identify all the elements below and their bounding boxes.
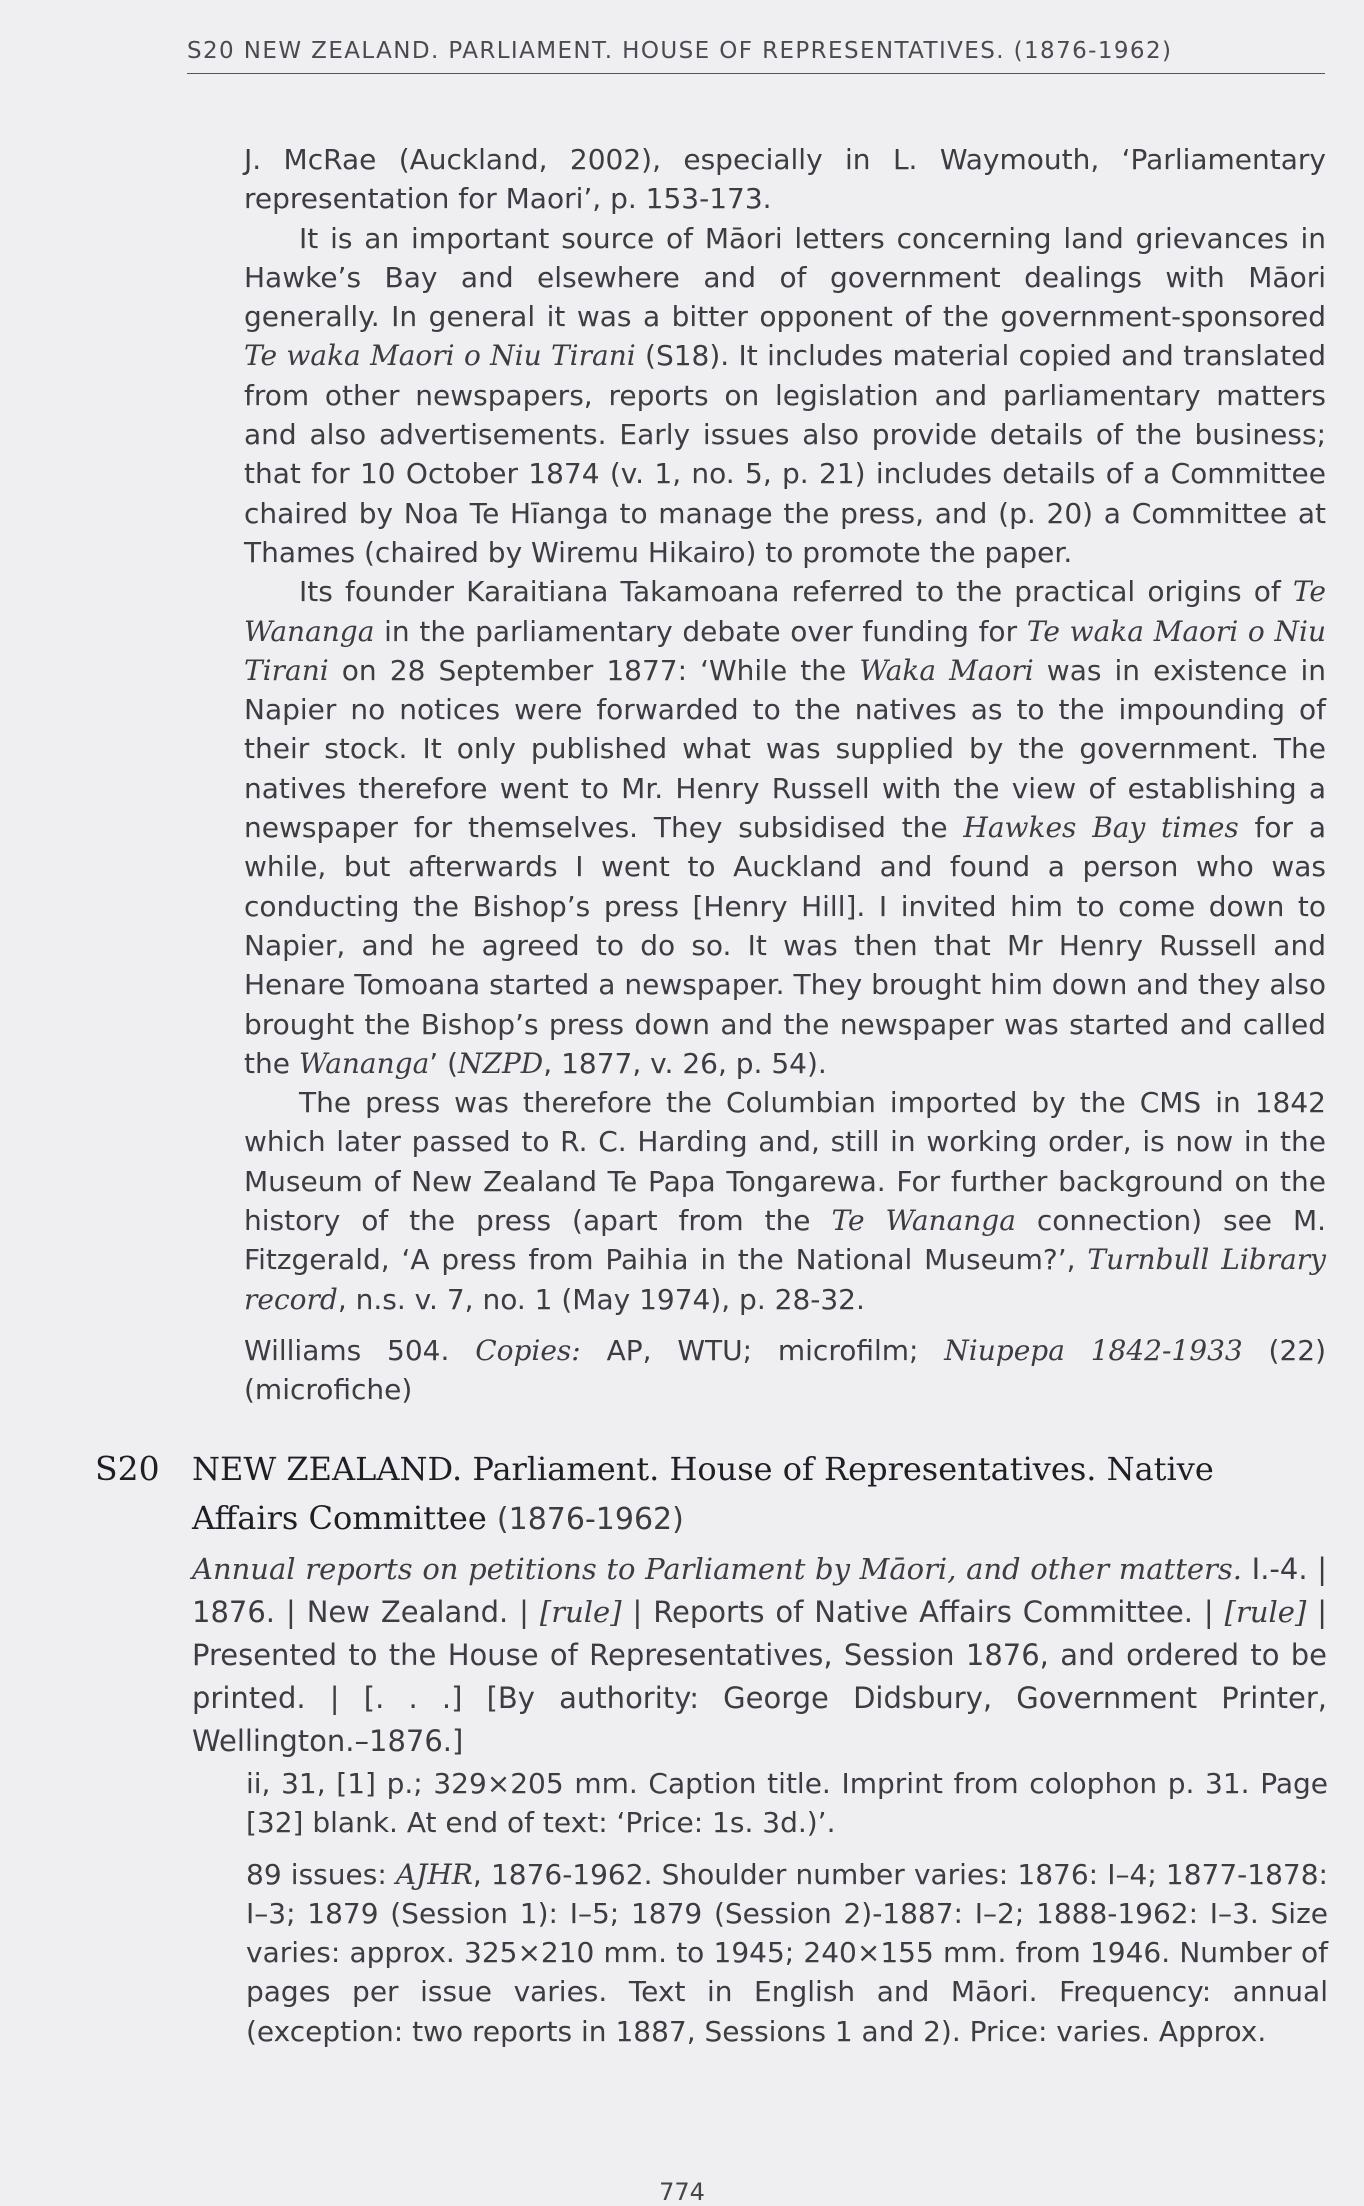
italic-title: Te Wananga	[831, 1204, 1016, 1238]
text: | Presented to the House of Representatives, Session 1876, and ordered to be printed. | [. . .] [By authority: George Didsbury, Government Printer, Wellington.–1876.]	[192, 1595, 1327, 1758]
text: , n.s. v. 7, no. 1 (May 1974), p. 28-32.	[337, 1282, 865, 1316]
italic-title: Wananga	[298, 1046, 430, 1080]
italic-title: Annual reports on petitions to Parliament by Māori, and other matters.	[192, 1552, 1242, 1586]
text: Williams 504.	[244, 1333, 476, 1367]
text: AP, WTU; microfilm;	[580, 1333, 945, 1367]
continuation-text	[244, 140, 1326, 1410]
text: on 28 September 1877: ‘While the	[328, 653, 860, 687]
issues-note	[246, 1855, 1328, 2051]
italic-title: Niupepa 1842-1933	[944, 1333, 1243, 1367]
entry-heading	[192, 1445, 1312, 1544]
text: , 1877, v. 26, p. 54).	[543, 1046, 827, 1080]
collation	[246, 1764, 1328, 1843]
text: J. McRae (Auckland, 2002), especially in L. Waymouth, ‘Parliamentary representation for Maori’, p. 153-173.	[244, 143, 1326, 216]
paragraph-copies	[244, 1331, 1326, 1410]
italic-title: NZPD	[458, 1046, 544, 1080]
text: (22) (microfiche)	[244, 1333, 1326, 1407]
text: (S18). It includes material copied and translated from other newspapers, reports on legislation and parliamentary matters and also advertisements. Early issues also provide details of the business; that for 10 October 1874 (v. 1, no. 5, p. 21) includes details of a Committee chaired by Noa Te Hīanga to manage the press, and (p. 20) a Committee at Thames (chaired by Wiremu Hikairo) to promote the paper.	[244, 339, 1326, 569]
text: ’ (	[429, 1046, 459, 1080]
text: Its founder Karaitiana Takamoana referred to the practical origins of	[299, 575, 1293, 609]
paragraph-press	[244, 1083, 1326, 1319]
text: It is an important source of Māori letters concerning land grievances in Hawke’s Bay and elsewhere and of government dealings with Māori generally. In general it was a bitter opponent of the government-sponsored	[244, 221, 1326, 334]
entry-title-block	[192, 1548, 1327, 1763]
text: , 1876-1962. Shoulder number varies: 1876: I–4; 1877-1878: I–3; 1879 (Session 1): I–5; 1879 (Session 2)-1887: I–2; 1888-1962: I–3. Size varies: approx. 325×210 mm. to 1945; 240×155 mm. from 1946. Number of pages per issue varies. Text in English and Māori. Frequency: annual (exception: two reports in 1887, Sessions 1 and 2). Price: varies. Approx.	[246, 1857, 1328, 2048]
text: I.-4. | 1876. | New Zealand. |	[192, 1552, 1327, 1629]
entry-number: S20	[95, 1449, 160, 1488]
entry-notes	[246, 1764, 1328, 2051]
paragraph-founder-quote	[244, 572, 1326, 1083]
italic-title: Waka Maori	[859, 653, 1034, 687]
running-head: S20 NEW ZEALAND. PARLIAMENT. HOUSE OF REPRESENTATIVES. (1876-1962)	[187, 38, 1173, 64]
text: was in existence in Napier no notices were forwarded to the natives as to the impounding of their stock. It only published what was supplied by the government. The natives therefore went to Mr. Henry Russell with the view of establishing a newspaper for themselves. They subsidised the	[244, 653, 1326, 845]
text: The press was therefore the Columbian imported by the CMS in 1842 which later passed to R. C. Harding and, still in working order, is now in the Museum of New Zealand Te Papa Tongarewa. For further background on the history of the press (apart from the	[244, 1086, 1326, 1238]
header-rule	[187, 73, 1325, 74]
page-number: 774	[659, 2178, 705, 2206]
italic-rule: [rule]	[1224, 1595, 1307, 1629]
text: | Reports of Native Affairs Committee. |	[621, 1595, 1225, 1629]
heading-dates: (1876-1962)	[496, 1502, 684, 1537]
paragraph-source	[244, 219, 1326, 573]
italic-title: Te waka Maori o Niu Tirani	[244, 339, 636, 373]
italic-rule: [rule]	[539, 1595, 622, 1629]
heading-text: NEW ZEALAND. Parliament. House of Representatives. Native Affairs Committee	[192, 1450, 1214, 1537]
italic-title: Hawkes Bay times	[963, 811, 1239, 845]
italic-title: Te Wananga	[244, 575, 1326, 648]
text: ii, 31, [1] p.; 329×205 mm. Caption title. Imprint from colophon p. 31. Page [32] blank. At end of text: ‘Price: 1s. 3d.)’.	[246, 1767, 1328, 1840]
text: in the parliamentary debate over funding for	[374, 614, 1027, 648]
text: connection) see M. Fitzgerald, ‘A press from Paihia in the National Museum?’,	[244, 1204, 1327, 1277]
italic-label: Copies:	[475, 1333, 581, 1367]
paragraph-references	[244, 140, 1326, 219]
italic-title: Te waka Maori o Niu Tirani	[244, 614, 1326, 687]
text: for a while, but afterwards I went to Auckland and found a person who was conducting the Bishop’s press [Henry Hill]. I invited him to come down to Napier, and he agreed to do so. It was then that Mr Henry Russell and Henare Tomoana started a newspaper. They brought him down and they also brought the Bishop’s press down and the newspaper was started and called the	[244, 811, 1326, 1080]
italic-title: AJHR	[395, 1857, 473, 1891]
text: 89 issues:	[246, 1857, 396, 1891]
italic-title: Turnbull Library record	[244, 1243, 1326, 1316]
entry-title	[192, 1548, 1327, 1763]
